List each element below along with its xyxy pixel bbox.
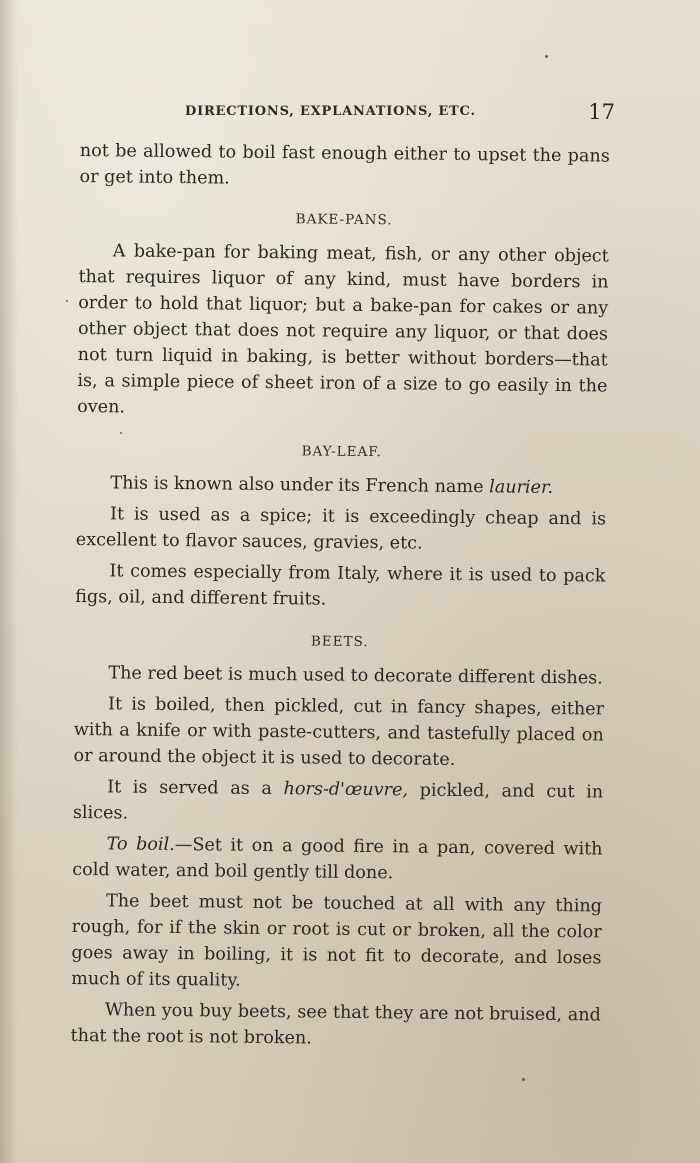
- paragraph: [76, 470, 606, 502]
- italic-term: laurier.: [489, 477, 554, 498]
- paragraph-text: —Set it on a good fire in a pan, covered with cold water, and boil gently till done.: [72, 835, 603, 884]
- section-title-bake-pans: BAKE-PANS.: [295, 211, 393, 229]
- paragraph: [72, 831, 603, 889]
- italic-term: hors-d'œuvre,: [283, 779, 409, 801]
- paragraph-text: This is known also under its French name: [110, 473, 490, 498]
- continuation-paragraph: not be allowed to boil fast enough either to upset the pans or get into them.: [79, 140, 610, 189]
- section-title-bay-leaf: BAY-LEAF.: [301, 443, 382, 461]
- italic-term: To boil.: [106, 834, 175, 856]
- paragraph: When you buy beets, see that they are not bruised, and that the root is not broken.: [70, 1000, 601, 1049]
- paragraph: It comes especially from Italy, where it is used to pack figs, oil, and different fruits.: [75, 561, 606, 610]
- paragraph-text: pickled, and cut in slices.: [72, 780, 604, 824]
- page-header: [185, 100, 615, 130]
- ink-speck: [522, 1078, 525, 1081]
- paragraph-text: It is served as a: [107, 777, 284, 800]
- page-body: [70, 138, 610, 1055]
- ink-speck: [66, 300, 68, 302]
- ink-speck: [545, 55, 548, 58]
- paragraph: The red beet is much used to decorate different dishes.: [108, 663, 603, 689]
- paragraph: The beet must not be touched at all with any thing rough, for if the skin or root is cut or broken, all the color goes away in boiling, it is not fit to decorate, and loses much of its quality.: [71, 891, 603, 991]
- running-head: DIRECTIONS, EXPLANATIONS, ETC.: [185, 104, 476, 119]
- paragraph: It is boiled, then pickled, cut in fancy shapes, either with a knife or with paste-cutters, and tastefully placed on or around the object it is used to decorate.: [73, 694, 605, 770]
- paragraph: A bake-pan for baking meat, fish, or any other object that requires liquor of any kind, must have borders in order to hold that liquor; but a bake-pan for cakes or any other object that does not require any liquor, or that does not turn liquid in baking, is better without borders—that is, a simple piece of sheet iron of a size to go easily in the oven.: [77, 241, 609, 418]
- paragraph: [73, 774, 604, 832]
- paragraph: It is used as a spice; it is exceedingly cheap and is excellent to flavor sauces, gravies, etc.: [75, 504, 607, 554]
- page-edge-shadow: [0, 0, 18, 1163]
- ink-speck: [120, 432, 122, 434]
- page-number: 17: [588, 100, 615, 124]
- section-title-beets: BEETS.: [310, 633, 369, 651]
